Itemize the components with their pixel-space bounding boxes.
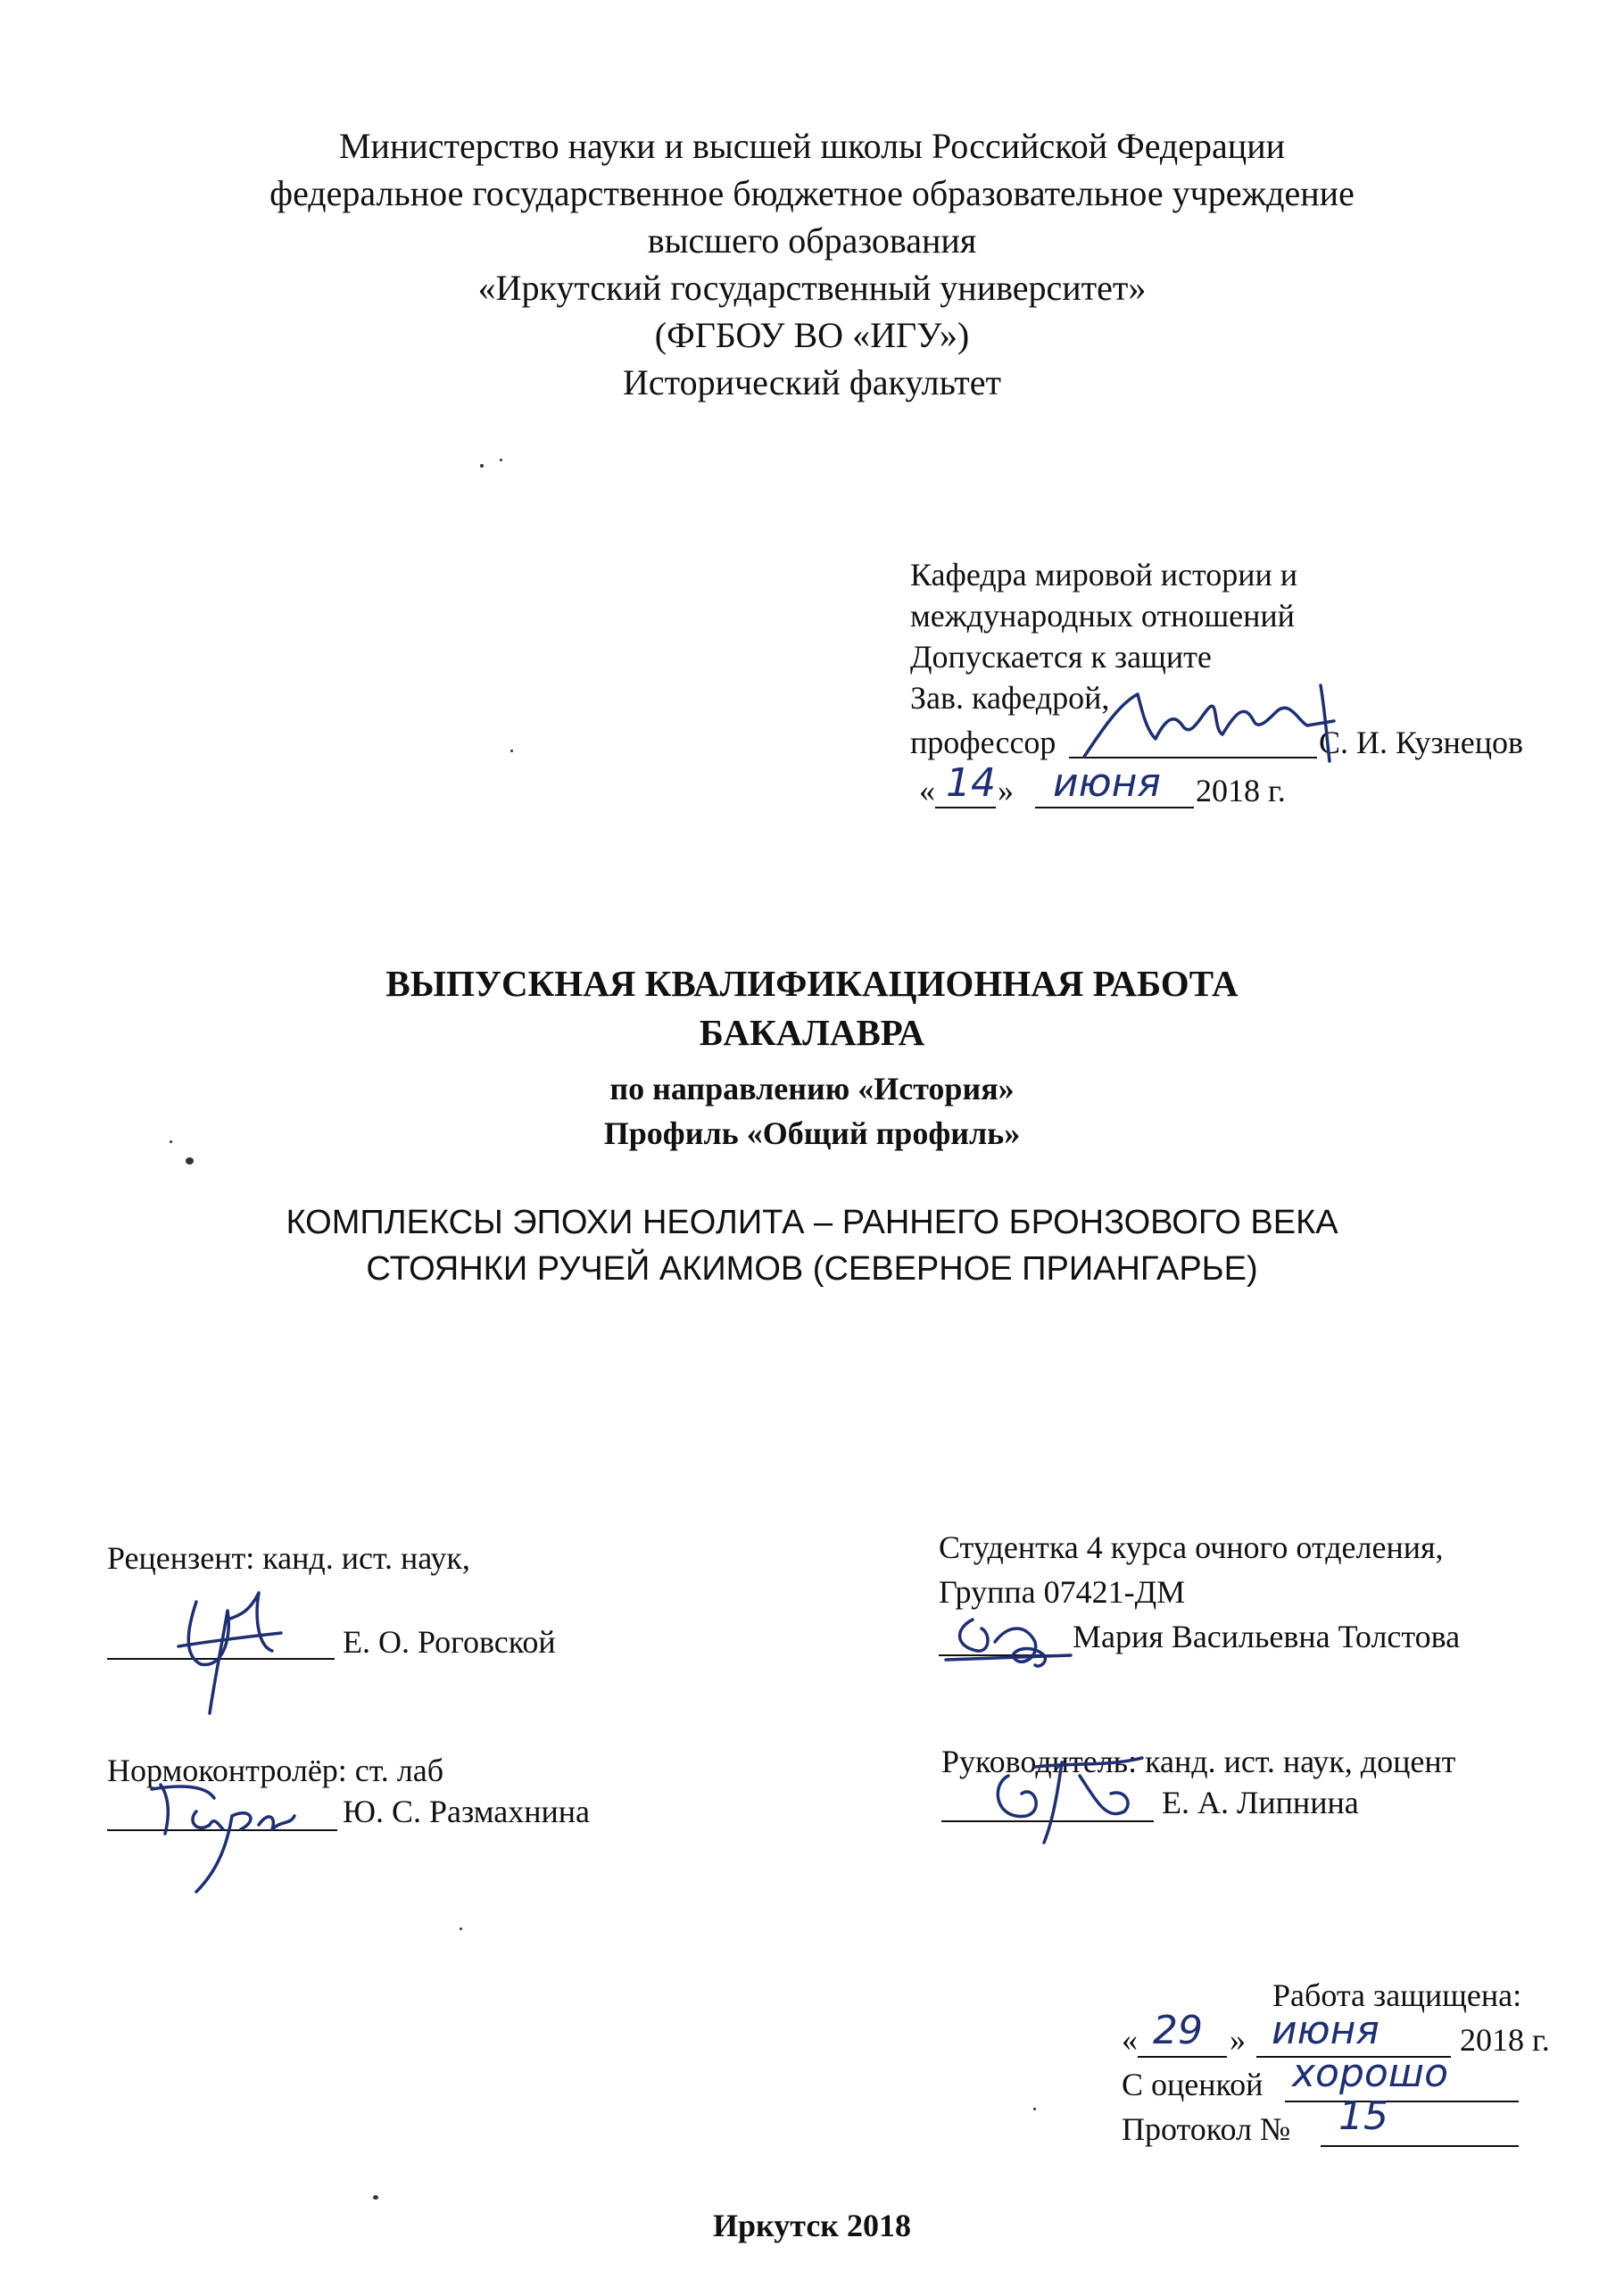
approval-date-close: » <box>998 773 1014 808</box>
education-level-line: высшего образования <box>647 220 977 261</box>
scan-speck <box>480 464 484 468</box>
defense-year: 2018 г. <box>1460 2022 1550 2058</box>
institution-type-line: федеральное государственное бюджетное образовательное учреждение <box>269 173 1355 213</box>
scan-speck <box>460 1927 462 1930</box>
normcontrol-label: Нормоконтролёр: ст. лаб <box>107 1753 444 1788</box>
head-of-department-label: Зав. кафедрой, <box>910 680 1110 716</box>
grade-line <box>1285 2101 1519 2102</box>
normcontrol-signature <box>134 1771 330 1896</box>
student-course: Студентка 4 курса очного отделения, <box>939 1529 1444 1565</box>
student-signature <box>937 1606 1080 1673</box>
protocol-label: Протокол № <box>1122 2111 1291 2147</box>
approval-day-line <box>935 807 996 808</box>
reviewer-signature <box>161 1584 286 1718</box>
head-role: профессор <box>910 725 1056 760</box>
reviewer-label: Рецензент: канд. ист. наук, <box>107 1540 470 1576</box>
supervisor-name: Е. А. Липнина <box>1162 1785 1359 1820</box>
department-line1: Кафедра мировой истории и <box>910 557 1298 593</box>
approval-day: 14 <box>946 760 996 806</box>
protocol-number-line <box>1321 2145 1519 2147</box>
supervisor-signature <box>973 1749 1169 1847</box>
work-type-line1: ВЫПУСКНАЯ КВАЛИФИКАЦИОННАЯ РАБОТА <box>385 963 1239 1004</box>
scan-speck <box>500 459 502 461</box>
normcontrol-name: Ю. С. Размахнина <box>343 1794 591 1829</box>
defense-day: 29 <box>1153 2008 1203 2053</box>
profile-line: Профиль «Общий профиль» <box>603 1115 1021 1151</box>
protocol-number: 15 <box>1338 2093 1388 2139</box>
defense-month: июня <box>1272 2008 1380 2053</box>
department-line2: международных отношений <box>910 598 1295 634</box>
student-group: Группа 07421-ДМ <box>939 1574 1186 1610</box>
approval-date-open: « <box>919 773 935 808</box>
reviewer-name: Е. О. Роговской <box>343 1624 556 1660</box>
head-signature <box>1066 676 1343 766</box>
scan-speck <box>510 750 513 752</box>
supervisor-label: Руководитель: канд. ист. наук, доцент <box>941 1744 1456 1779</box>
topic-line1: КОМПЛЕКСЫ ЭПОХИ НЕОЛИТА – РАННЕГО БРОНЗОВОГО ВЕКА <box>286 1204 1338 1241</box>
university-name: «Иркутский государственный университет» <box>477 268 1147 308</box>
scan-speck <box>170 1140 172 1143</box>
topic-line2: СТОЯНКИ РУЧЕЙ АКИМОВ (СЕВЕРНОЕ ПРИАНГАРЬЕ) <box>366 1250 1258 1288</box>
defense-date-open: « <box>1122 2022 1138 2058</box>
work-type-line2: БАКАЛАВРА <box>699 1012 925 1053</box>
approval-month-line <box>1035 807 1194 808</box>
ministry-line: Министерство науки и высшей школы Российской Федерации <box>338 126 1286 166</box>
head-name: С. И. Кузнецов <box>1319 725 1524 760</box>
approval-month: июня <box>1053 760 1161 806</box>
defense-date-close: » <box>1230 2022 1246 2058</box>
grade-label: С оценкой <box>1122 2067 1264 2102</box>
defense-day-line <box>1138 2056 1227 2058</box>
scan-speck <box>1033 2108 1036 2110</box>
admission-line: Допускается к защите <box>910 639 1212 675</box>
defense-label: Работа защищена: <box>1272 1977 1522 2013</box>
approval-year: 2018 г. <box>1196 773 1286 808</box>
direction-line: по направлению «История» <box>609 1071 1015 1107</box>
scan-speck <box>373 2195 378 2200</box>
grade-value: хорошо <box>1292 2051 1448 2096</box>
student-name: Мария Васильевна Толстова <box>1073 1619 1461 1654</box>
university-abbr: (ФГБОУ ВО «ИГУ») <box>654 315 970 355</box>
scan-speck <box>186 1157 194 1165</box>
city-year: Иркутск 2018 <box>712 2208 912 2243</box>
faculty-name: Исторический факультет <box>622 362 1002 402</box>
